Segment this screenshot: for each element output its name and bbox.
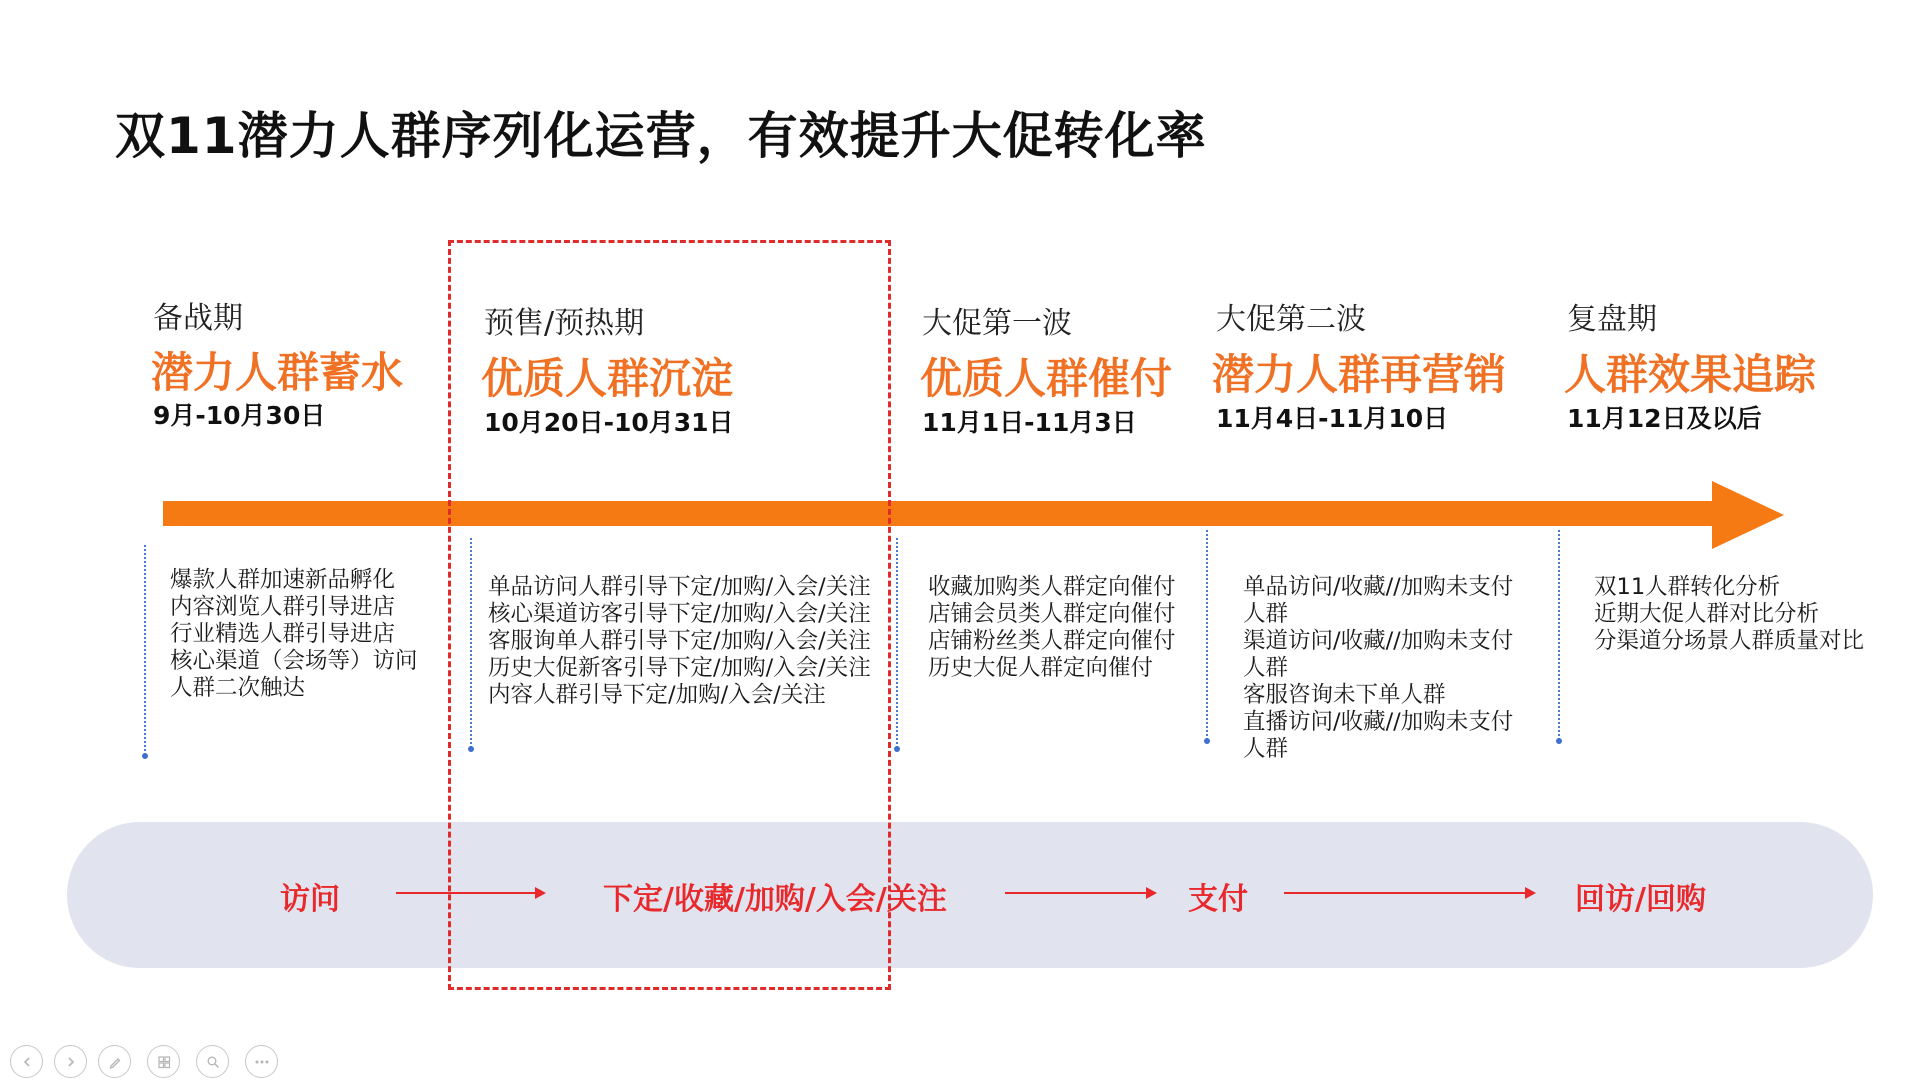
phase-5-detail-item: 分渠道分场景人群质量对比 <box>1594 628 1865 654</box>
phase-4-detail-item: 客服咨询未下单人群 <box>1243 682 1446 708</box>
phase-4-detail-item: 单品访问/收藏//加购未支付 <box>1243 574 1514 600</box>
phase-2-headline: 优质人群沉淀 <box>481 354 734 403</box>
phase-2-detail-item: 核心渠道访客引导下定/加购/入会/关注 <box>488 601 871 627</box>
phase-1-detail-item: 行业精选人群引导进店 <box>170 621 396 647</box>
funnel-step-pay: 支付 <box>1188 882 1248 917</box>
phase-1-headline: 潜力人群蓄水 <box>151 348 404 397</box>
presale-highlight-box <box>448 240 891 990</box>
phase-1-detail-item: 爆款人群加速新品孵化 <box>170 567 396 593</box>
phase-3-detail-item: 店铺粉丝类人群定向催付 <box>928 628 1176 654</box>
previous-slide-icon[interactable] <box>10 1045 43 1078</box>
funnel-arrow-2 <box>1005 892 1155 894</box>
phase-2-detail-item: 单品访问人群引导下定/加购/入会/关注 <box>488 574 871 600</box>
phase-3-detail-item: 店铺会员类人群定向催付 <box>928 601 1176 627</box>
phase-4-date: 11月4日-11月10日 <box>1216 404 1449 433</box>
phase-1-label: 备战期 <box>153 301 243 336</box>
phase-5-date: 11月12日及以后 <box>1567 404 1762 433</box>
phase-1-divider <box>144 545 146 755</box>
phase-1-details <box>170 567 418 702</box>
phase-4-detail-item: 人群 <box>1243 655 1289 681</box>
phase-4-detail-item: 直播访问/收藏//加购未支付 <box>1243 709 1514 735</box>
slide-title: 双11潜力人群序列化运营，有效提升大促转化率 <box>115 107 1207 165</box>
funnel-step-visit: 访问 <box>280 882 340 917</box>
phase-5-details <box>1594 574 1864 655</box>
phase-3-detail-item: 收藏加购类人群定向催付 <box>928 574 1176 600</box>
more-options-icon[interactable] <box>245 1045 278 1078</box>
phase-1-detail-item: 内容浏览人群引导进店 <box>170 594 396 620</box>
phase-1-detail-item: 人群二次触达 <box>170 675 306 701</box>
phase-4-detail-item: 渠道访问/收藏//加购未支付 <box>1243 628 1514 654</box>
phase-5-label: 复盘期 <box>1567 302 1657 337</box>
phase-4-headline: 潜力人群再营销 <box>1212 350 1507 399</box>
phase-5-detail-item: 近期大促人群对比分析 <box>1594 601 1820 627</box>
next-slide-icon[interactable] <box>54 1045 87 1078</box>
phase-2-detail-item: 客服询单人群引导下定/加购/入会/关注 <box>488 628 871 654</box>
pen-icon[interactable] <box>98 1045 131 1078</box>
phase-4-detail-item: 人群 <box>1243 736 1289 762</box>
phase-2-detail-item: 历史大促新客引导下定/加购/入会/关注 <box>488 655 871 681</box>
phase-1-divider-dot <box>142 753 148 759</box>
timeline-arrow-head <box>1712 481 1784 549</box>
phase-3-divider-dot <box>894 746 900 752</box>
phase-3-headline: 优质人群催付 <box>920 354 1173 403</box>
timeline-arrow-shaft <box>163 501 1723 526</box>
funnel-arrow-3 <box>1284 892 1534 894</box>
phase-5-divider <box>1558 530 1560 740</box>
phase-4-label: 大促第二波 <box>1216 302 1366 337</box>
phase-5-detail-item: 双11人群转化分析 <box>1594 574 1781 600</box>
slide-sorter-icon[interactable] <box>147 1045 180 1078</box>
phase-2-detail-item: 内容人群引导下定/加购/入会/关注 <box>488 682 826 708</box>
zoom-icon[interactable] <box>196 1045 229 1078</box>
phase-1-date: 9月-10月30日 <box>153 401 326 430</box>
funnel-step-engage: 下定/收藏/加购/入会/关注 <box>603 882 947 917</box>
phase-5-headline: 人群效果追踪 <box>1564 350 1817 399</box>
phase-4-divider <box>1206 530 1208 740</box>
phase-4-divider-dot <box>1204 738 1210 744</box>
phase-3-details <box>928 574 1176 682</box>
phase-2-label: 预售/预热期 <box>484 306 645 341</box>
phase-1-detail-item: 核心渠道（会场等）访问 <box>170 648 418 674</box>
phase-2-date: 10月20日-10月31日 <box>484 408 734 437</box>
phase-3-divider <box>896 538 898 748</box>
phase-3-label: 大促第一波 <box>922 306 1072 341</box>
phase-4-detail-item: 人群 <box>1243 601 1289 627</box>
phase-5-divider-dot <box>1556 738 1562 744</box>
funnel-step-revisit: 回访/回购 <box>1575 882 1706 917</box>
phase-3-date: 11月1日-11月3日 <box>922 408 1137 437</box>
phase-3-detail-item: 历史大促人群定向催付 <box>928 655 1154 681</box>
phase-4-details <box>1243 574 1513 763</box>
